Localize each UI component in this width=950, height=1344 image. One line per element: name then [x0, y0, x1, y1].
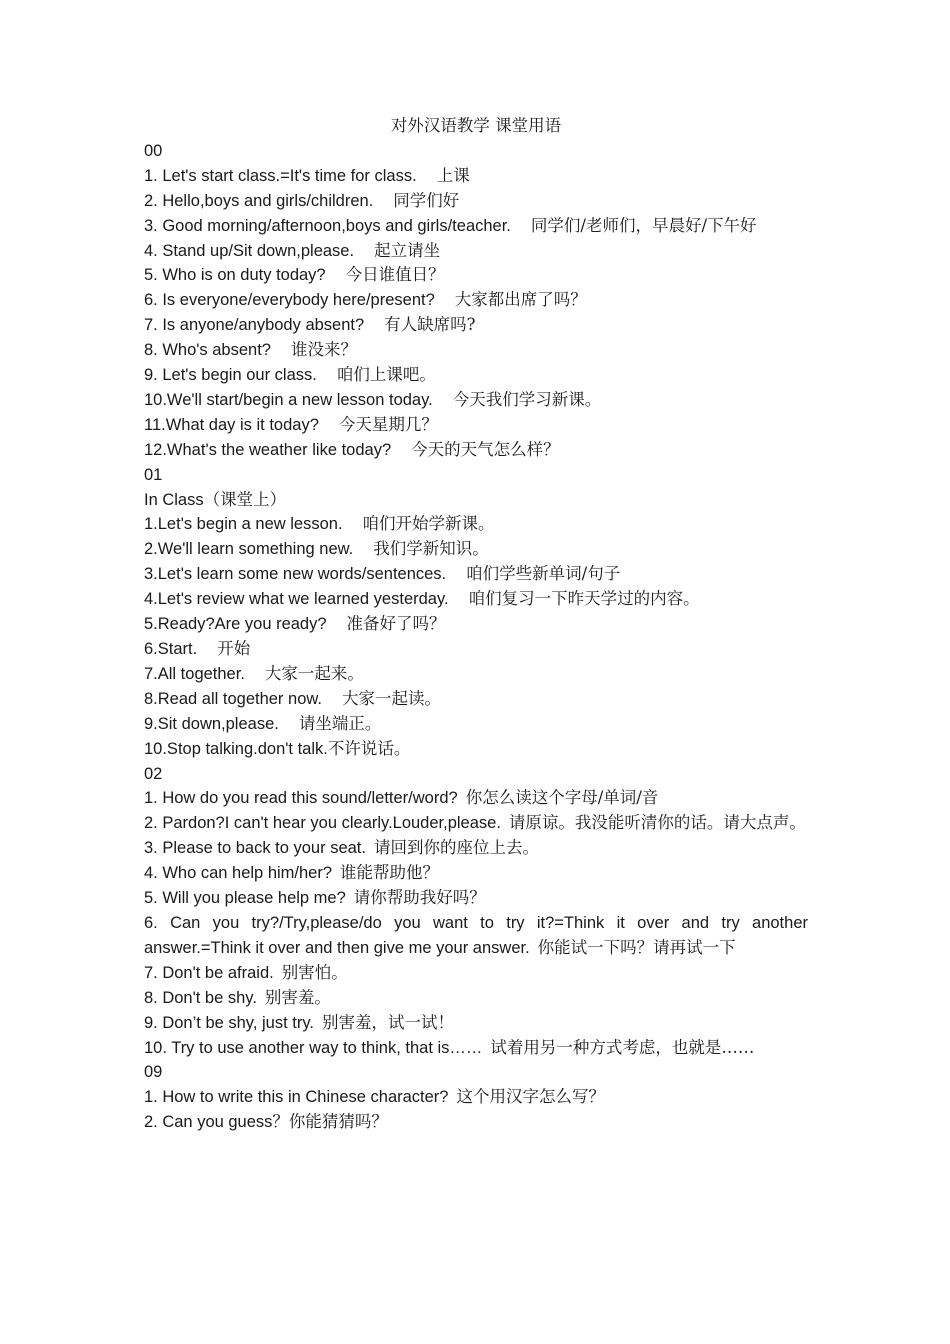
phrase-line	[144, 961, 808, 986]
phrase-zh: 咱们上课吧。	[336, 365, 436, 385]
phrase-zh: 谁没来？	[290, 340, 357, 360]
phrase-en: 12.What's the weather like today?	[144, 440, 392, 459]
section-heading: 00	[144, 141, 163, 160]
phrase-line	[144, 737, 808, 762]
phrase-zh: 你能猜猜吗？	[288, 1112, 388, 1132]
phrase-en: 1. How do you read this sound/letter/word?	[144, 789, 458, 808]
phrase-line	[144, 1011, 808, 1036]
document-title: 对外汉语教学 课堂用语	[390, 116, 562, 135]
phrase-en: 2.We'll learn something new.	[144, 540, 354, 559]
phrase-en: 6.Start.	[144, 640, 198, 659]
phrase-zh: 你能试一下吗？请再试一下	[537, 937, 736, 957]
phrase-line	[144, 587, 808, 612]
phrase-zh: 开始	[217, 639, 251, 659]
phrase-line	[144, 637, 808, 662]
phrase-zh: 谁能帮助他？	[340, 863, 440, 883]
phrase-zh: 大家都出席了吗？	[454, 290, 587, 310]
phrase-line	[144, 861, 808, 886]
section-subheading: In Class（课堂上）	[144, 490, 287, 509]
phrase-line	[144, 811, 808, 836]
phrase-en: 2. Hello,boys and girls/children.	[144, 191, 374, 210]
phrase-en: 1. How to write this in Chinese character?	[144, 1088, 449, 1107]
phrase-line	[144, 537, 808, 562]
phrase-en: 10.We'll start/begin a new lesson today.	[144, 390, 433, 409]
phrase-en: 7. Is anyone/anybody absent?	[144, 316, 365, 335]
phrase-en: 1. Let's start class.=It's time for class.	[144, 166, 417, 185]
phrase-line	[144, 612, 808, 637]
phrase-en: 8. Who's absent?	[144, 341, 271, 360]
phrase-zh: 咱们复习一下昨天学过的内容。	[468, 589, 700, 609]
phrase-line	[144, 338, 808, 363]
phrase-zh: 今日谁值日？	[345, 265, 445, 285]
phrase-en: 9. Don’t be shy, just try.	[144, 1013, 314, 1032]
phrase-en: 1.Let's begin a new lesson.	[144, 515, 343, 534]
phrase-line	[144, 214, 808, 239]
phrase-line	[144, 986, 808, 1011]
phrase-zh: 咱们学些新单词/句子	[466, 564, 621, 584]
phrase-en: 4. Who can help him/her?	[144, 864, 333, 883]
phrase-en: 4.Let's review what we learned yesterday.	[144, 590, 449, 609]
phrase-line	[144, 413, 808, 438]
phrase-zh: 有人缺席吗?	[384, 315, 476, 335]
phrase-line	[144, 1110, 808, 1135]
phrase-en: 9. Let's begin our class.	[144, 366, 317, 385]
phrase-zh: 试着用另一种方式考虑，也就是……	[490, 1037, 755, 1057]
phrase-zh: 今天我们学习新课。	[452, 389, 602, 409]
phrase-zh: 你怎么读这个字母/单词/音	[465, 788, 659, 808]
phrase-en: 5.Ready?Are you ready?	[144, 615, 327, 634]
phrase-zh: 咱们开始学新课。	[362, 514, 495, 534]
phrase-zh: 今天的天气怎么样？	[411, 439, 560, 459]
phrase-zh: 请你帮助我好吗？	[353, 888, 486, 908]
phrase-en: 8.Read all together now.	[144, 689, 322, 708]
phrase-zh: 别害羞。	[264, 987, 331, 1007]
phrase-line	[144, 886, 808, 911]
phrase-en: 6. Is everyone/everybody here/present?	[144, 291, 435, 310]
phrase-line	[144, 512, 808, 537]
phrase-zh: 这个用汉字怎么写？	[456, 1087, 605, 1107]
phrase-line	[144, 687, 808, 712]
phrase-line	[144, 1036, 808, 1061]
phrase-en: 4. Stand up/Sit down,please.	[144, 241, 355, 260]
phrase-en: 2. Pardon?I can't hear you clearly.Louder,please.	[144, 814, 501, 833]
phrase-zh: 请回到你的座位上去。	[373, 838, 539, 858]
phrase-line	[144, 786, 808, 811]
phrase-en: 10.Stop talking.don't talk.	[144, 739, 328, 758]
phrase-en: 5. Will you please help me?	[144, 889, 346, 908]
phrase-en: 9.Sit down,please.	[144, 714, 279, 733]
phrase-line	[144, 388, 808, 413]
phrase-en: 11.What day is it today?	[144, 415, 319, 434]
document-body	[144, 114, 808, 1135]
phrase-line	[144, 438, 808, 463]
phrase-zh: 请坐端正。	[298, 713, 382, 733]
section-heading: 02	[144, 764, 163, 783]
phrase-line	[144, 189, 808, 214]
phrase-line	[144, 239, 808, 264]
phrase-line	[144, 1085, 808, 1110]
phrase-zh: 上课	[436, 165, 470, 185]
phrase-zh: 别害怕。	[281, 962, 348, 982]
phrase-zh: 起立请坐	[374, 240, 441, 260]
phrase-line	[144, 313, 808, 338]
phrase-zh: 今天星期几？	[338, 414, 438, 434]
phrase-zh: 同学们好	[393, 190, 460, 210]
phrase-en: 10. Try to use another way to think, that is……	[144, 1038, 483, 1057]
phrase-line	[144, 911, 808, 961]
phrase-zh: 不许说话。	[327, 738, 411, 758]
section-heading: 01	[144, 465, 163, 484]
phrase-en: 7.All together.	[144, 664, 245, 683]
phrase-zh: 同学们/老师们，早晨好/下午好	[530, 215, 757, 235]
phrase-line	[144, 288, 808, 313]
phrase-zh: 大家一起来。	[264, 663, 364, 683]
phrase-zh: 准备好了吗？	[346, 614, 446, 634]
phrase-en: 3. Good morning/afternoon,boys and girls/teacher.	[144, 216, 511, 235]
phrase-line	[144, 164, 808, 189]
phrase-en: 5. Who is on duty today?	[144, 266, 326, 285]
phrase-line	[144, 836, 808, 861]
phrase-en: 7. Don't be afraid.	[144, 963, 274, 982]
phrase-en: 3.Let's learn some new words/sentences.	[144, 565, 447, 584]
phrase-en: 2. Can you guess？	[144, 1113, 289, 1132]
phrase-zh: 请原谅。我没能听清你的话。请大点声。	[508, 813, 806, 833]
phrase-en: 6. Can you try?/Try,please/do you want to try it?=Think it over and try another answer.=Think it over and then give me your answer.	[144, 913, 808, 957]
phrase-line	[144, 662, 808, 687]
phrase-line	[144, 712, 808, 737]
section-heading: 09	[144, 1063, 163, 1082]
phrase-line	[144, 263, 808, 288]
phrase-en: 8. Don't be shy.	[144, 988, 257, 1007]
phrase-zh: 我们学新知识。	[373, 539, 489, 559]
phrase-line	[144, 363, 808, 388]
phrase-en: 3. Please to back to your seat.	[144, 839, 366, 858]
phrase-zh: 大家一起读。	[341, 688, 441, 708]
phrase-line	[144, 562, 808, 587]
phrase-zh: 别害羞，试一试！	[321, 1012, 454, 1032]
